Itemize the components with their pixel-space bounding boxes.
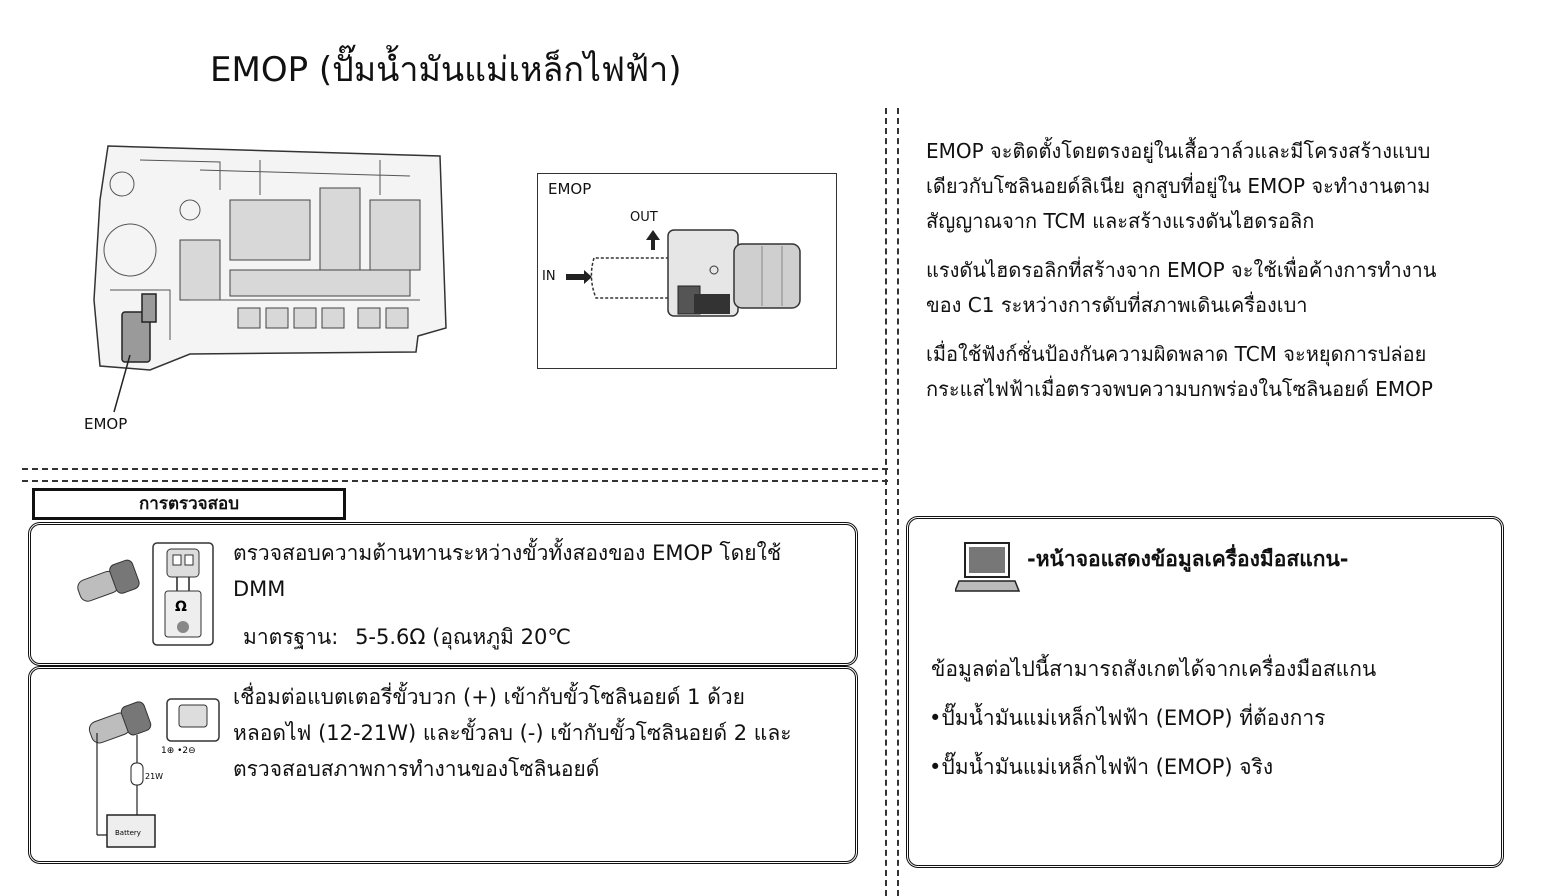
description-paragraph-3: เมื่อใช้ฟังก์ชั่นป้องกันความผิดพลาด TCM จะหยุดการปล่อย กระแสไฟฟ้าเมื่อตรวจพบความบกพร่องในโซลินอยด์ EMOP	[926, 342, 1433, 401]
operation-instructions: เชื่อมต่อแบตเตอรี่ขั้วบวก (+) เข้ากับขั้วโซลินอยด์ 1 ด้วย หลอดไฟ (12-21W) และขั้วลบ (-) เข้ากับขั้วโซลินอยด์ 2 และ ตรวจสอบสภาพการทำงานของโซลินอยด์	[233, 685, 792, 781]
scanner-panel	[906, 516, 1504, 868]
description-paragraph-1: EMOP จะติดตั้งโดยตรงอยู่ในเสื้อวาล์วและมีโครงสร้างแบบ เดียวกับโซลินอยด์ลิเนีย ลูกสูบที่อยู่ใน EMOP จะทำงานตาม สัญญาณจาก TCM และสร้างแรงดันไฮดรอลิก	[926, 139, 1431, 233]
lamp-label: 21W	[145, 772, 164, 781]
battery-label: Battery	[115, 829, 141, 837]
valve-body-illustration	[80, 140, 460, 440]
emop-pump-drawing	[538, 174, 838, 370]
description-paragraph-2: แรงดันไฮดรอลิกที่สร้างจาก EMOP จะใช้เพื่อค้างการทำงาน ของ C1 ระหว่างการดับที่สภาพเดินเครื่องเบา	[926, 258, 1437, 317]
scanner-item-actual: •ปั๊มน้ำมันแม่เหล็กไฟฟ้า (EMOP) จริง	[929, 755, 1274, 779]
inspection-header: การตรวจสอบ	[32, 488, 346, 520]
emop-callout-label: EMOP	[84, 415, 128, 433]
spec-label: มาตรฐาน:	[243, 625, 339, 649]
emop-diagram-box	[537, 173, 837, 369]
out-label: OUT	[630, 210, 658, 225]
laptop-icon	[955, 539, 1021, 599]
ohm-symbol: Ω	[175, 599, 187, 615]
scanner-item-target: •ปั๊มน้ำมันแม่เหล็กไฟฟ้า (EMOP) ที่ต้องการ	[929, 706, 1326, 730]
terminal-labels: 1⊕ •2⊖	[161, 746, 196, 756]
spec-value: 5-5.6Ω (อุณหภูมิ 20℃	[355, 625, 571, 649]
diagram-title: EMOP	[548, 180, 592, 198]
horizontal-divider	[22, 468, 888, 482]
resistance-test-icon	[69, 537, 219, 649]
operation-test-icon	[75, 685, 225, 855]
resistance-instructions: ตรวจสอบความต้านทานระหว่างขั้วทั้งสองของ EMOP โดยใช้ DMM	[233, 541, 782, 601]
resistance-spec	[243, 619, 571, 655]
scanner-intro: ข้อมูลต่อไปนี้สามารถสังเกตได้จากเครื่องมือสแกน	[931, 657, 1377, 681]
inspection-item-operation	[28, 666, 858, 864]
in-label: IN	[542, 269, 556, 284]
page-title: EMOP (ปั๊มน้ำมันแม่เหล็กไฟฟ้า)	[210, 50, 682, 90]
inspection-item-resistance	[28, 522, 858, 666]
scanner-title: -หน้าจอแสดงข้อมูลเครื่องมือสแกน-	[1027, 547, 1349, 571]
vertical-divider	[885, 108, 899, 896]
